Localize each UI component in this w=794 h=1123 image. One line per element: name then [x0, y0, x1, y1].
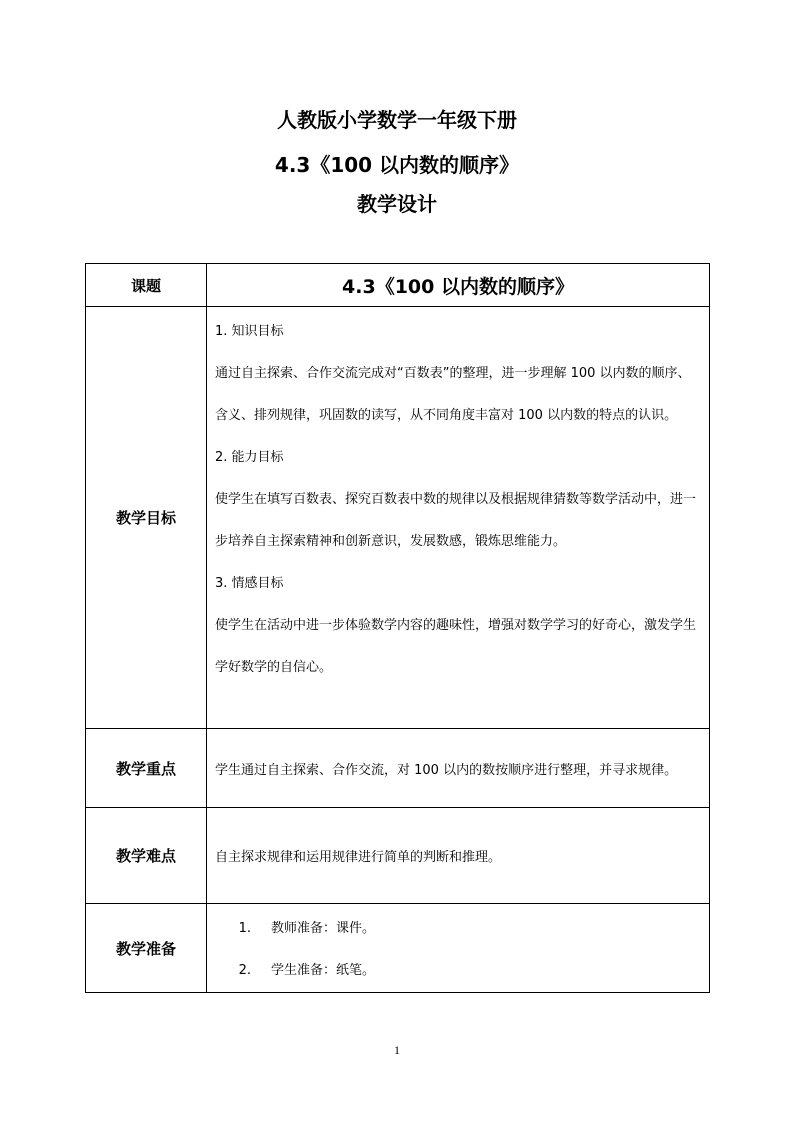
key-points-label: 教学重点 — [86, 729, 207, 808]
goal-text-knowledge: 通过自主探索、合作交流完成对“百数表”的整理，进一步理解 100 以内数的顺序、含义、排列规律，巩固数的读写，从不同角度丰富对 100 以内数的特点的认识。 — [215, 366, 691, 423]
table-row-topic — [86, 264, 710, 307]
list-item-number: 2. — [238, 963, 251, 978]
table-row-goals — [86, 307, 710, 729]
table-row-difficulties — [86, 808, 710, 904]
page-number: 1 — [394, 1043, 400, 1057]
list-item — [207, 950, 709, 992]
list-item-text: 教师准备：课件。 — [271, 921, 376, 936]
lesson-plan-table — [85, 263, 710, 993]
preparation-content — [207, 904, 710, 993]
list-item-text: 学生准备：纸笔。 — [271, 963, 376, 978]
goals-content — [207, 307, 710, 729]
difficulties-text: 自主探求规律和运用规律进行简单的判断和推理。 — [207, 808, 710, 904]
preparation-list — [207, 904, 709, 992]
topic-value: 4.3《100 以内数的顺序》 — [207, 264, 710, 307]
goal-text-emotion: 使学生在活动中进一步体验数学内容的趣味性，增强对数学学习的好奇心，激发学生学好数学的自信心。 — [215, 618, 697, 675]
doc-title-line2: 4.3《100 以内数的顺序》 — [274, 153, 520, 177]
table-row-key-points — [86, 729, 710, 808]
list-item-number: 1. — [238, 921, 251, 936]
difficulties-label: 教学难点 — [86, 808, 207, 904]
table-row-preparation — [86, 904, 710, 993]
doc-title-line3: 教学设计 — [357, 192, 437, 216]
goals-label: 教学目标 — [86, 307, 207, 729]
goal-heading-knowledge: 1. 知识目标 — [215, 324, 284, 339]
list-item — [207, 908, 709, 950]
goal-heading-ability: 2. 能力目标 — [215, 450, 284, 465]
preparation-label: 教学准备 — [86, 904, 207, 993]
goal-heading-emotion: 3. 情感目标 — [215, 576, 284, 591]
key-points-text: 学生通过自主探索、合作交流，对 100 以内的数按顺序进行整理，并寻求规律。 — [207, 729, 710, 808]
doc-title-line1: 人教版小学数学一年级下册 — [277, 108, 517, 132]
topic-label: 课题 — [86, 264, 207, 307]
goal-text-ability: 使学生在填写百数表、探究百数表中数的规律以及根据规律猜数等数学活动中，进一步培养自主探索精神和创新意识，发展数感，锻炼思维能力。 — [215, 492, 697, 549]
